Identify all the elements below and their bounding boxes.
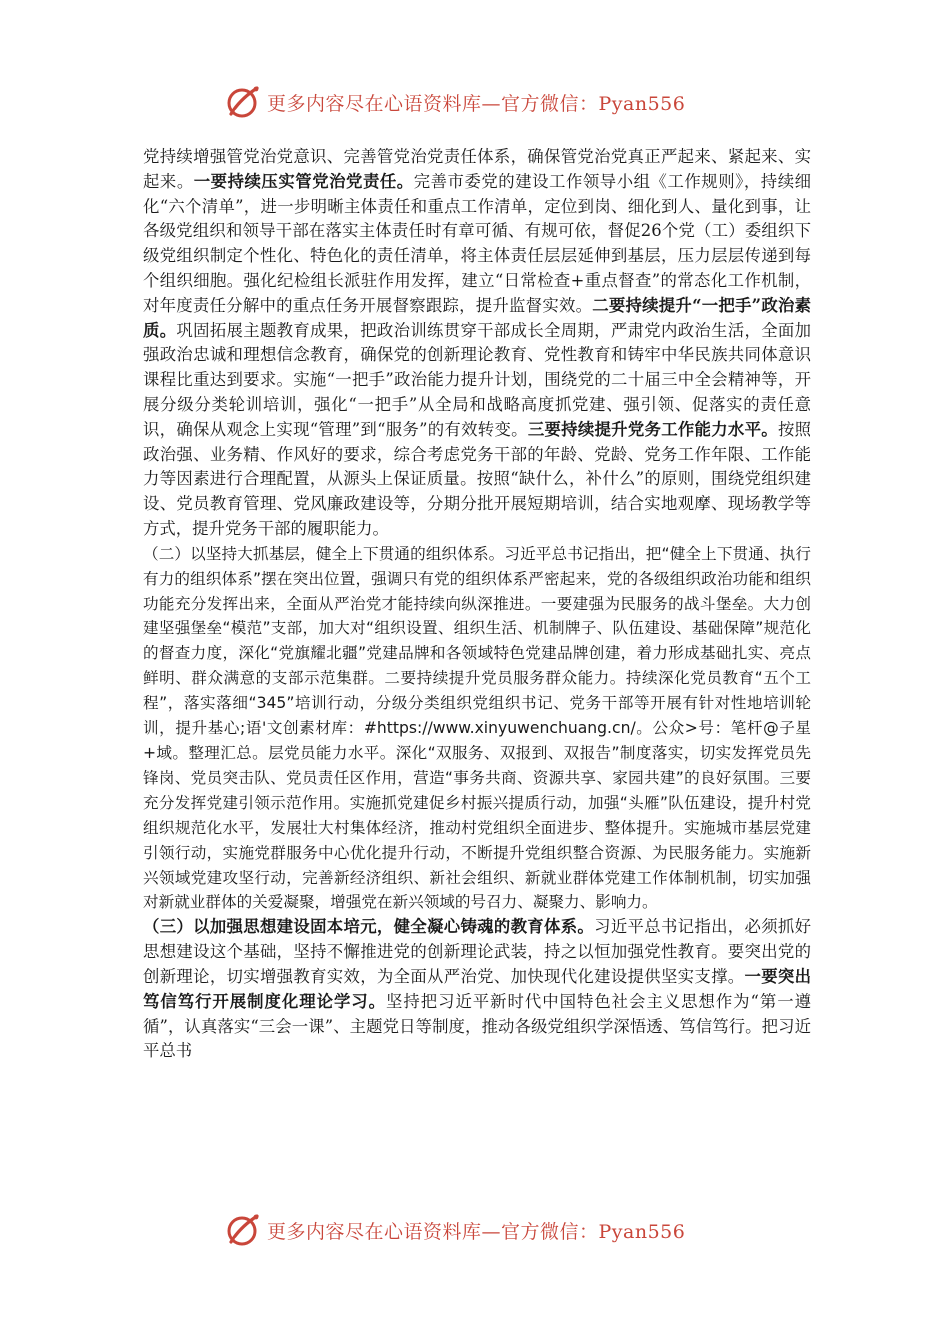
bold-heading-text: （三）以加强思想建设固本培元，健全凝心铸魂的教育体系。 — [143, 917, 595, 937]
brush-logo-icon — [225, 84, 261, 120]
body-text: （二）以坚持大抓基层，健全上下贯通的组织体系。习近平总书记指出，把“健全上下贯通、执行有力的组织体系”摆在突出位置，强调只有党的组织体系严密起来，党的各级组织政治功能和组织功能充分发挥出来，全面从严治党才能持续向纵深推进。一要建强为民服务的战斗堡垒。大力创建坚强堡垒“模范”支部，加大对“组织设置、组织生活、机制牌子、队伍建设、基础保障”规范化的督查力度，深化“党旗耀北疆”党建品牌和各领域特色党建品牌创建，着力形成基础扎实、亮点鲜明、群众满意的支部示范集群。二要持续提升党员服务群众能力。持续深化党员教育“五个工程”，落实落细“345”培训行动，分级分类组织党组织书记、党务干部等开展有针对性地培训轮训，提升基心;语'文创素材库：#https://www.xinyuwenchuang.cn/。公众>号：笔杆@子星+域。整理汇总。层党员能力水平。深化“双服务、双报到、双报告”制度落实，切实发挥党员先锋岗、党员突击队、党员责任区作用，营造“事务共商、资源共享、家园共建”的良好氛围。三要充分发挥党建引领示范作用。实施抓党建促乡村振兴提质行动，加强“头雁”队伍建设，提升村党组织规范化水平，发展壮大村集体经济，推动村党组织全面进步、整体提升。实施城市基层党建引领行动，实施党群服务中心优化提升行动，不断提升党组织整合资源、为民服务能力。实施新兴领域党建攻坚行动，完善新经济组织、新社会组织、新就业群体党建工作体制机制，切实加强对新就业群体的关爱凝聚，增强党在新兴领域的号召力、凝聚力、影响力。 — [143, 544, 812, 912]
document-body — [143, 145, 811, 1064]
header-watermark-banner — [225, 82, 745, 122]
body-text: 习近平总书记指出，必须抓好思想建设这个基础，坚持不懈推进党的创新理论武装，持之以恒加强党性教育。要突出党的创新理论，切实增强教育实效，为全面从严治党、加快现代化建设提供坚实支撑。 — [143, 917, 812, 986]
body-text: 坚持把习近平新时代中国特色社会主义思想作为“第一遵循”，认真落实“三会一课”、主题党日等制度，推动各级党组织学深悟透、笃信笃行。把习近平总书 — [143, 991, 811, 1061]
paragraph — [143, 542, 811, 916]
bold-heading-text: 二要持续提升“一把手”政治素质。 — [143, 295, 811, 340]
paragraph — [143, 145, 811, 542]
banner-text: 更多内容尽在心语资料库—官方微信：Pyan556 — [267, 1220, 686, 1243]
body-text: 完善市委党的建设工作领导小组《工作规则》，持续细化“六个清单”，进一步明晰主体责任和重点工作清单，定位到岗、细化到人、量化到事，让各级党组织和领导干部在落实主体责任时有章可循、有规可依，督促26个党（工）委组织下级党组织制定个性化、特色化的责任清单，将主体责任层层延伸到基层，压力层层传递到每个组织细胞。强化纪检组长派驻作用发挥，建立“日常检查+重点督查”的常态化工作机制，对年度责任分解中的重点任务开展督察跟踪，提升监督实效。 — [143, 171, 812, 315]
body-text: 按照政治强、业务精、作风好的要求，综合考虑党务干部的年龄、党龄、党务工作年限、工作能力等因素进行合理配置，从源头上保证质量。按照“缺什么，补什么”的原则，围绕党组织建设、党员教育管理、党风廉政建设等，分期分批开展短期培训，结合实地观摩、现场教学等方式，提升党务干部的履职能力。 — [143, 419, 812, 538]
brush-logo-icon — [225, 1212, 261, 1248]
banner-text: 更多内容尽在心语资料库—官方微信：Pyan556 — [267, 92, 686, 115]
bold-heading-text: 一要突出笃信笃行开展制度化理论学习。 — [143, 966, 811, 1011]
bold-heading-text: 一要持续压实管党治党责任。 — [193, 171, 414, 191]
body-text: 党持续增强管党治党意识、完善管党治党责任体系，确保管党治党真正严起来、紧起来、实起来。 — [143, 147, 811, 191]
paragraph — [143, 915, 811, 1064]
footer-watermark-banner — [225, 1210, 745, 1250]
body-text: 巩固拓展主题教育成果，把政治训练贯穿干部成长全周期，严肃党内政治生活，全面加强政治忠诚和理想信念教育，确保党的创新理论教育、党性教育和铸牢中华民族共同体意识课程比重达到要求。实施“一把手”政治能力提升计划，围绕党的二十届三中全会精神等，开展分级分类轮训培训，强化“一把手”从全局和战略高度抓党建、强引领、促落实的责任意识，确保从观念上实现“管理”到“服务”的有效转变。 — [143, 320, 812, 439]
bold-heading-text: 三要持续提升党务工作能力水平。 — [527, 419, 778, 439]
